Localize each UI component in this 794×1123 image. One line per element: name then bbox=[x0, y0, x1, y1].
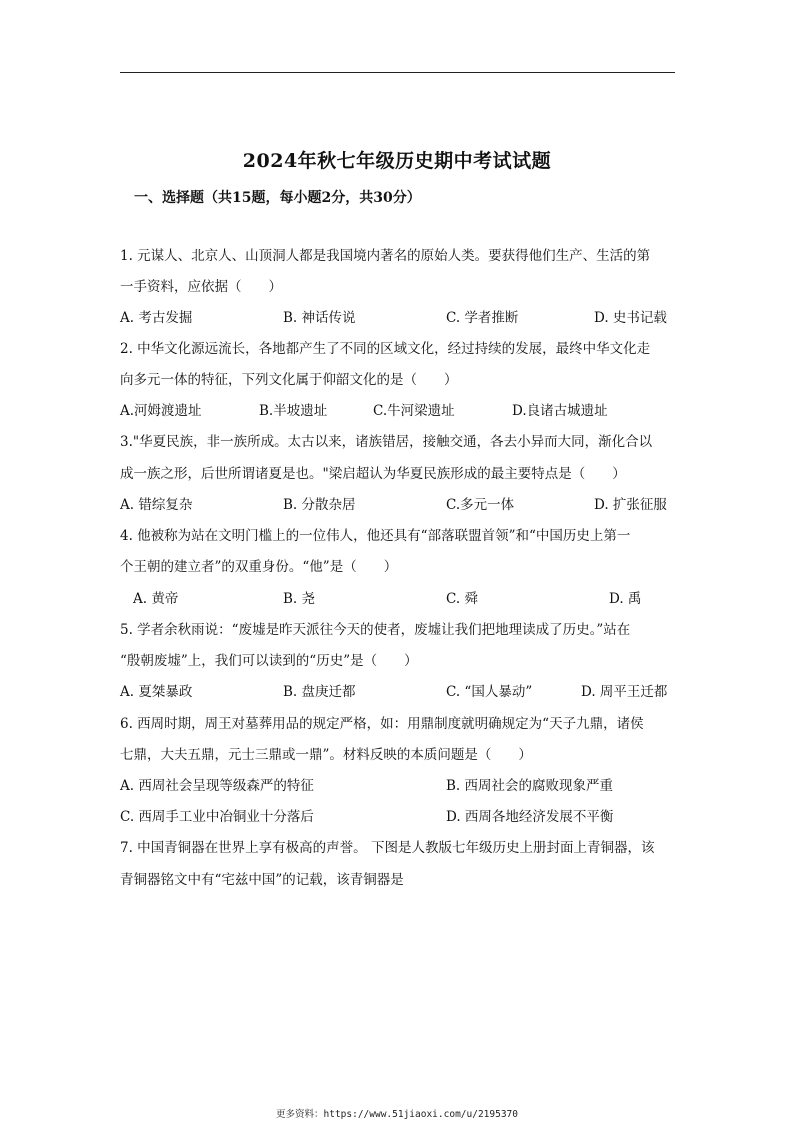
question-2-option-c: C.牛河梁遗址 bbox=[373, 403, 455, 419]
page-title: 2024年秋七年级历史期中考试试题 bbox=[242, 150, 552, 172]
question-2-line-2: 向多元一体的特征，下列文化属于仰韶文化的是（ ） bbox=[120, 372, 458, 388]
question-6-line-1: 6. 西周时期，周王对墓葬用品的规定严格，如：用鼎制度就明确规定为“天子九鼎，诸侯 bbox=[120, 716, 644, 732]
question-1-option-d: D. 史书记载 bbox=[594, 310, 667, 326]
question-3-line-1: 3."华夏民族，非一族所成。太古以来，诸族错居，接触交通，各去小异而大同，渐化合以 bbox=[120, 434, 653, 450]
question-6-option-b: B. 西周社会的腐败现象严重 bbox=[446, 778, 614, 794]
question-3-option-a: A. 错综复杂 bbox=[120, 497, 193, 513]
question-6-line-2: 七鼎，大夫五鼎，元士三鼎或一鼎”。材料反映的本质问题是（ ） bbox=[120, 747, 532, 763]
question-2-line-1: 2. 中华文化源远流长，各地都产生了不同的区域文化，经过持续的发展，最终中华文化走 bbox=[120, 341, 651, 357]
question-4-option-a: A. 黄帝 bbox=[133, 591, 179, 607]
question-1-option-b: B. 神话传说 bbox=[283, 310, 356, 326]
question-3-line-2: 成一族之形，后世所谓诸夏是也。"梁启超认为华夏民族形成的最主要特点是（ ） bbox=[120, 466, 626, 482]
section-heading: 一、选择题（共15题，每小题2分，共30分） bbox=[134, 190, 421, 206]
question-4-option-c: C. 舜 bbox=[446, 591, 478, 607]
question-3-option-b: B. 分散杂居 bbox=[283, 497, 356, 513]
question-1-line-2: 一手资料，应依据（ ） bbox=[120, 279, 282, 295]
question-5-option-d: D. 周平王迁都 bbox=[581, 684, 668, 700]
question-1-line-1: 1. 元谋人、北京人、山顶洞人都是我国境内著名的原始人类。要获得他们生产、生活的第 bbox=[120, 248, 651, 264]
question-6-option-c: C. 西周手工业中冶铜业十分落后 bbox=[120, 809, 314, 825]
question-5-option-b: B. 盘庚迁都 bbox=[283, 684, 356, 700]
question-7-line-2: 青铜器铭文中有“宅兹中国”的记载，该青铜器是 bbox=[120, 872, 404, 888]
question-7-line-1: 7. 中国青铜器在世界上享有极高的声誉。 下图是人教版七年级历史上册封面上青铜器，该 bbox=[120, 840, 655, 856]
question-2-option-a: A.河姆渡遗址 bbox=[120, 403, 202, 419]
question-2-option-b: B.半坡遗址 bbox=[259, 403, 328, 419]
question-4-line-1: 4. 他被称为站在文明门槛上的一位伟人，他还具有“部落联盟首领”和“中国历史上第一 bbox=[120, 528, 631, 544]
question-4-line-2: 个王朝的建立者”的双重身份。“他”是（ ） bbox=[120, 559, 398, 575]
question-3-option-d: D. 扩张征服 bbox=[594, 497, 667, 513]
question-5-line-2: “殷朝废墟”上，我们可以读到的“历史”是（ ） bbox=[120, 653, 418, 669]
question-5-option-c: C. “国人暴动” bbox=[446, 684, 533, 700]
header-rule bbox=[120, 72, 675, 73]
question-3-option-c: C.多元一体 bbox=[446, 497, 515, 513]
question-6-option-a: A. 西周社会呈现等级森严的特征 bbox=[120, 778, 314, 794]
question-5-option-a: A. 夏桀暴政 bbox=[120, 684, 193, 700]
question-4-option-d: D. 禹 bbox=[609, 591, 642, 607]
footer-link-text: 更多资料：https://www.51jiaoxi.com/u/2195370 bbox=[276, 1109, 518, 1120]
question-1-option-c: C. 学者推断 bbox=[446, 310, 519, 326]
question-2-option-d: D.良诸古城遗址 bbox=[512, 403, 608, 419]
question-6-option-d: D. 西周各地经济发展不平衡 bbox=[446, 809, 614, 825]
question-1-option-a: A. 考古发掘 bbox=[120, 310, 193, 326]
question-4-option-b: B. 尧 bbox=[283, 591, 316, 607]
question-5-line-1: 5. 学者余秋雨说：“废墟是昨天派往今天的使者，废墟让我们把地理读成了历史。”站在 bbox=[120, 622, 631, 638]
